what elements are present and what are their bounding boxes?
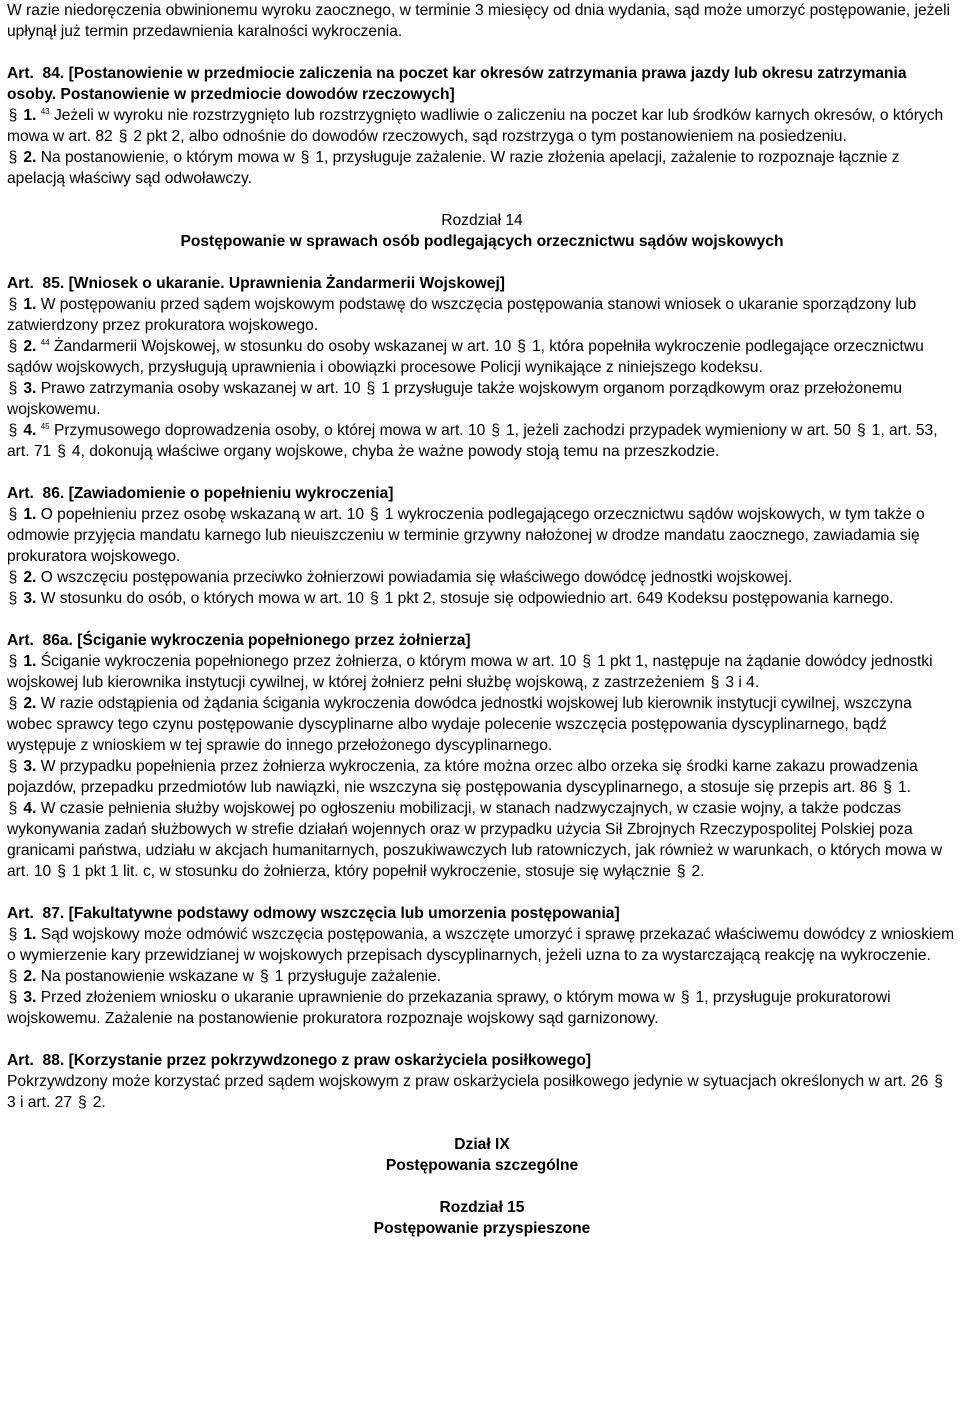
- paragraph-number: 3.: [23, 590, 37, 607]
- art84-par1: [7, 105, 957, 147]
- paragraph-text: 1 pkt 1, następuje na żądanie dowódcy jednostki wojskowej lub kierownika instytucji cywilnej, w której żołnierz pełni służbę wojskową, z zastrzeżeniem: [7, 653, 933, 691]
- paragraph-text: 3 i art. 27: [7, 1094, 73, 1111]
- section-sign: [368, 504, 380, 525]
- paragraph-text: O popełnieniu przez osobę wskazaną w art. 10: [40, 506, 365, 523]
- art85-par4: [7, 420, 957, 462]
- article-title: [Korzystanie przez pokrzywdzonego z praw oskarżyciela posiłkowego]: [68, 1052, 592, 1069]
- article-title: [Fakultatywne podstawy odmowy wszczęcia lub umorzenia postępowania]: [68, 905, 620, 922]
- paragraph-number: 2.: [23, 338, 37, 355]
- paragraph-number: 2.: [23, 569, 37, 586]
- article-number: 84.: [42, 65, 65, 82]
- article-label: Art.: [7, 1052, 34, 1069]
- section-sign: [7, 294, 19, 315]
- section-sign: [7, 378, 19, 399]
- section-sign: [7, 588, 19, 609]
- section-sign: [7, 756, 19, 777]
- section-sign: [7, 987, 19, 1008]
- article-label: Art.: [7, 485, 34, 502]
- section-sign: [490, 420, 502, 441]
- paragraph-text: Prawo zatrzymania osoby wskazanej w art. 10: [40, 380, 361, 397]
- art87-par1: [7, 924, 957, 966]
- section-sign: [882, 777, 894, 798]
- section-sign: [855, 420, 867, 441]
- chapter-14-title: Postępowanie w sprawach osób podlegających orzecznictwu sądów wojskowych: [180, 233, 784, 250]
- section-sign: [7, 420, 19, 441]
- section-sign: [709, 672, 721, 693]
- section-sign: [581, 651, 593, 672]
- art86a-par4: [7, 798, 957, 882]
- art86-par2: [7, 567, 957, 588]
- chapter-14-label: Rozdział 14: [441, 212, 523, 229]
- section-sign: [7, 105, 19, 126]
- paragraph-text: 1, która popełniła wykroczenie podlegające orzecznictwu sądów wojskowych, przysługują uprawnienia i obowiązki procesowe Policji wynikające z niniejszego kodeksu.: [7, 338, 924, 376]
- article-88-heading: [7, 1050, 957, 1071]
- section-sign: [56, 861, 68, 882]
- article-label: Art.: [7, 275, 34, 292]
- paragraph-text: 2.: [691, 863, 705, 880]
- paragraph-text: 2.: [92, 1094, 106, 1111]
- article-number: 88.: [42, 1052, 65, 1069]
- article-number: 86a.: [42, 632, 73, 649]
- paragraph-text: 1, przysługuje prokuratorowi wojskowemu. Zażalenie na postanowienie prokuratora rozpoznaje wojskowy sąd garnizonowy.: [7, 989, 891, 1027]
- article-84-heading: [7, 63, 957, 105]
- paragraph-text: 1.: [897, 779, 911, 796]
- paragraph-number: 4.: [23, 422, 37, 439]
- section-sign: [117, 126, 129, 147]
- paragraph-text: Na postanowienie wskazane w: [40, 968, 254, 985]
- article-86a-heading: [7, 630, 957, 651]
- paragraph-number: 1.: [23, 107, 37, 124]
- article-title: [Wniosek o ukaranie. Uprawnienia Żandarmerii Wojskowej]: [68, 275, 506, 292]
- paragraph-text: Przymusowego doprowadzenia osoby, o której mowa w art. 10: [53, 422, 486, 439]
- paragraph-number: 4.: [23, 800, 37, 817]
- section-sign: [933, 1071, 945, 1092]
- section-sign: [258, 966, 270, 987]
- paragraph-text: Przed złożeniem wniosku o ukaranie uprawnienie do przekazania sprawy, o którym mowa w: [40, 989, 675, 1006]
- article-title: [Postanowienie w przedmiocie zaliczenia na poczet kar okresów zatrzymania prawa jazdy lub okresu zatrzymania osoby. Postanowienie w przedmiocie dowodów rzeczowych]: [7, 65, 907, 103]
- paragraph-text: Sąd wojskowy może odmówić wszczęcia postępowania, a wszczęte umorzyć i sprawę przekazać właściwemu dowódcy z wnioskiem o wymierzenie kary przewidzianej w wojskowych przepisach dyscyplinarnych, jeżeli uzna to za wystarczającą reakcję na wykroczenie.: [7, 926, 955, 964]
- art85-par1: [7, 294, 957, 336]
- article-title: [Ściganie wykroczenia popełnionego przez żołnierza]: [77, 632, 471, 649]
- art85-par2: [7, 336, 957, 378]
- paragraph-number: 2.: [23, 149, 37, 166]
- paragraph-number: 1.: [23, 926, 37, 943]
- paragraph-number: 2.: [23, 968, 37, 985]
- section-sign: [365, 378, 377, 399]
- art83-tail-paragraph: W razie niedoręczenia obwinionemu wyroku zaocznego, w terminie 3 miesięcy od dnia wydania, sąd może umorzyć postępowanie, jeżeli upłynął już termin przedawnienia karalności wykroczenia.: [7, 2, 951, 40]
- paragraph-text: W razie odstąpienia od żądania ścigania wykroczenia dowódca jednostki wojskowej lub kierownik instytucji cywilnej, wszczyna wobec sprawcy tego czynu postępowanie dyscyplinarne albo wydaje polecenie wszczęcia postępowania dyscyplinarnego, bądź występuje z wnioskiem w tej sprawie do innego przełożonego dyscyplinarnego.: [7, 695, 912, 754]
- paragraph-number: 3.: [23, 380, 37, 397]
- paragraph-text: 2 pkt 2, albo odnośnie do dowodów rzeczowych, sąd rozstrzyga o tym postanowieniem na posiedzeniu.: [133, 128, 847, 145]
- section-sign: [368, 588, 380, 609]
- art86a-par1: [7, 651, 957, 693]
- art88-text: [7, 1071, 957, 1113]
- footnote-ref: 45: [40, 422, 50, 431]
- art86-par1: [7, 504, 957, 567]
- paragraph-text: 1, jeżeli zachodzi przypadek wymieniony w art. 50: [506, 422, 851, 439]
- section-sign: [516, 336, 528, 357]
- paragraph-text: Pokrzywdzony może korzystać przed sądem wojskowym z praw oskarżyciela posiłkowego jedynie w sytuacjach określonych w art. 26: [7, 1073, 929, 1090]
- paragraph-number: 2.: [23, 695, 37, 712]
- section-sign: [7, 924, 19, 945]
- section-sign: [56, 441, 68, 462]
- document-page: [7, 0, 957, 1239]
- paragraph-text: Ściganie wykroczenia popełnionego przez żołnierza, o którym mowa w art. 10: [40, 653, 577, 670]
- division-9-label: Dział IX: [454, 1136, 510, 1153]
- section-sign: [299, 147, 311, 168]
- division-9-title: Postępowania szczególne: [385, 1157, 579, 1174]
- section-sign: [7, 651, 19, 672]
- footnote-ref: 44: [40, 338, 50, 347]
- article-number: 86.: [42, 485, 65, 502]
- section-sign: [7, 798, 19, 819]
- paragraph-number: 1.: [23, 653, 37, 670]
- paragraph-text: 1 przysługuje także wojskowym organom porządkowym oraz przełożonemu wojskowemu.: [7, 380, 903, 418]
- paragraph-text: 1 przysługuje zażalenie.: [274, 968, 442, 985]
- art85-par3: [7, 378, 957, 420]
- section-sign: [7, 567, 19, 588]
- article-label: Art.: [7, 905, 34, 922]
- footnote-ref: 43: [40, 107, 50, 116]
- paragraph-text: 1 wykroczenia podlegającego orzecznictwu sądów wojskowych, w tym także o odmowie przyjęcia mandatu karnego lub nieuiszczeniu w terminie grzywny nałożonej w drodze mandatu zaocznego, zawiadamia się prokuratora wojskowego.: [7, 506, 925, 565]
- article-87-heading: [7, 903, 957, 924]
- paragraph-text: Na postanowienie, o którym mowa w: [40, 149, 295, 166]
- article-85-heading: [7, 273, 957, 294]
- paragraph-text: 1 pkt 1 lit. c, w stosunku do żołnierza, który popełnił wykroczenie, stosuje się wyłącznie: [71, 863, 671, 880]
- paragraph-text: Jeżeli w wyroku nie rozstrzygnięto lub rozstrzygnięto wadliwie o zaliczeniu na poczet kar lub środków karnych okresów, o których mowa w art. 82: [7, 107, 944, 145]
- section-sign: [76, 1092, 88, 1113]
- section-sign: [7, 504, 19, 525]
- art84-par2: [7, 147, 957, 189]
- article-title: [Zawiadomienie o popełnieniu wykroczenia]: [68, 485, 394, 502]
- art86-par3: [7, 588, 957, 609]
- article-86-heading: [7, 483, 957, 504]
- art87-par3: [7, 987, 957, 1029]
- section-sign: [679, 987, 691, 1008]
- paragraph-text: O wszczęciu postępowania przeciwko żołnierzowi powiadamia się właściwego dowódcę jednostki wojskowej.: [40, 569, 793, 586]
- paragraph-text: 1 pkt 2, stosuje się odpowiednio art. 649 Kodeksu postępowania karnego.: [384, 590, 894, 607]
- section-sign: [675, 861, 687, 882]
- paragraph-text: W postępowaniu przed sądem wojskowym podstawę do wszczęcia postępowania stanowi wniosek o ukaranie sporządzony lub zatwierdzony przez prokuratora wojskowego.: [7, 296, 917, 334]
- article-number: 87.: [42, 905, 65, 922]
- paragraph-number: 1.: [23, 506, 37, 523]
- art86a-par2: [7, 693, 957, 756]
- paragraph-number: 3.: [23, 758, 37, 775]
- paragraph-text: W stosunku do osób, o których mowa w art. 10: [40, 590, 364, 607]
- article-label: Art.: [7, 65, 34, 82]
- chapter-15-title: Postępowanie przyspieszone: [373, 1220, 591, 1237]
- section-sign: [7, 336, 19, 357]
- paragraph-text: W przypadku popełnienia przez żołnierza wykroczenia, za które można orzec albo orzeka się środki karne zakazu prowadzenia pojazdów, przepadku przedmiotów lub nawiązki, nie wszczyna się postępowania dyscyplinarnego, a stosuje się przepis art. 86: [7, 758, 918, 796]
- paragraph-number: 1.: [23, 296, 37, 313]
- paragraph-text: Żandarmerii Wojskowej, w stosunku do osoby wskazanej w art. 10: [53, 338, 512, 355]
- paragraph-number: 3.: [23, 989, 37, 1006]
- section-sign: [7, 147, 19, 168]
- section-sign: [7, 693, 19, 714]
- paragraph-text: W czasie pełnienia służby wojskowej po ogłoszeniu mobilizacji, w stanach nadzwyczajnych, w czasie wojny, a także podczas wykonywania zadań służbowych w strefie działań wojennych oraz w przypadku użycia Sił Zbrojnych Rzeczypospolitej Polskiej poza granicami państwa, udziału w akcjach humanitarnych, poszukiwawczych lub ratowniczych, jak również w warunkach, o których mowa w art. 10: [7, 800, 943, 880]
- art86a-par3: [7, 756, 957, 798]
- chapter-15-label: Rozdział 15: [439, 1199, 525, 1216]
- paragraph-text: 3 i 4.: [725, 674, 760, 691]
- paragraph-text: 4, dokonują właściwe organy wojskowe, chyba że ważne powody stoją temu na przeszkodzie.: [71, 443, 720, 460]
- article-label: Art.: [7, 632, 34, 649]
- section-sign: [7, 966, 19, 987]
- paragraph-text: 1, art. 53, art. 71: [7, 422, 938, 460]
- art87-par2: [7, 966, 957, 987]
- article-number: 85.: [42, 275, 65, 292]
- paragraph-text: 1, przysługuje zażalenie. W razie złożenia apelacji, zażalenie to rozpoznaje łącznie z apelacją właściwy sąd odwoławczy.: [7, 149, 900, 187]
